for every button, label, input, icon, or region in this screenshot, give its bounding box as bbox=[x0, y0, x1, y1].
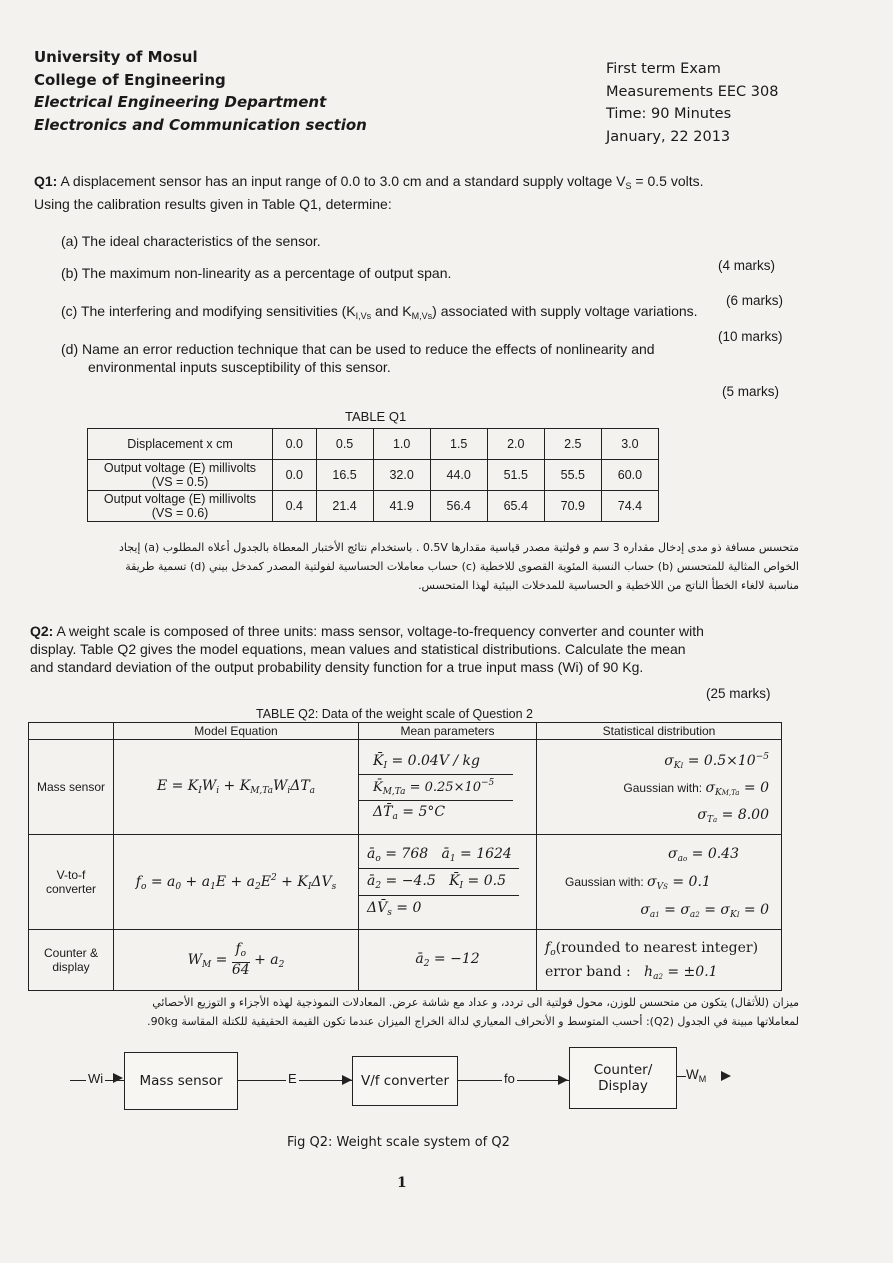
table-cell: 2.0 bbox=[487, 429, 544, 460]
q1-part-b: (b) The maximum non-linearity as a percentage of output span. bbox=[61, 265, 452, 281]
table-cell: 2.5 bbox=[544, 429, 601, 460]
stat-dist-vf bbox=[537, 835, 782, 930]
arabic-line: متحسس مسافة ذو مدى إدخال مقداره 3 سم و فولتية مصدر قياسية مقدارها 0.5V . باستخدام نتائج الأختبار المعطاة بالجدول أعلاه المطلوب (a) إيجاد bbox=[119, 541, 799, 554]
table-cell: 0.4 bbox=[273, 491, 317, 522]
param-delta-vs: $\Delta V̄_s = 0$ bbox=[367, 900, 422, 918]
table-cell: 3.0 bbox=[601, 429, 658, 460]
stat-error-band: error band : $h_{a2} = \pm 0.1$ bbox=[545, 964, 718, 982]
table-row bbox=[88, 460, 659, 491]
arabic-line: الخواص المثالية للمتحسس (b) حساب النسبة المئوية القصوى للاخطية (c) حساب معاملات الحساسية لفولتية المصدر كمدخل بيني (d) تسمية طريقة bbox=[125, 560, 799, 573]
q1-d-marks: (5 marks) bbox=[722, 384, 779, 399]
q1-c-end: ) associated with supply voltage variations. bbox=[432, 303, 698, 319]
row-label: Output voltage (E) millivolts bbox=[103, 492, 257, 506]
course-code: Measurements EEC 308 bbox=[606, 83, 779, 100]
block-label: Display bbox=[598, 1078, 648, 1094]
q1-part-d bbox=[61, 340, 751, 376]
table-cell: 44.0 bbox=[430, 460, 487, 491]
q1-d-line2: environmental inputs susceptibility of this sensor. bbox=[88, 359, 391, 375]
arrow-icon bbox=[113, 1073, 123, 1083]
page-number: 1 bbox=[397, 1175, 407, 1191]
table-cell: 16.5 bbox=[316, 460, 373, 491]
gaussian-label: Gaussian with: bbox=[565, 875, 644, 889]
q1-c-sub2: M,Vs bbox=[411, 311, 433, 321]
connector-line bbox=[676, 1076, 686, 1077]
param-delta-ta: $\Delta T̄_a = 5^\circ C$ bbox=[373, 803, 446, 822]
q1-b-marks: (6 marks) bbox=[726, 293, 783, 308]
table-row bbox=[29, 930, 782, 991]
college-name: College of Engineering bbox=[34, 70, 226, 89]
model-equation-vf bbox=[114, 835, 359, 930]
param-km: $K̄_{M,Ta} = 0.25\times 10^{-5}$ bbox=[359, 775, 513, 801]
q2-line: display. Table Q2 gives the model equations, mean values and statistical distributions. Calculate the mean bbox=[30, 641, 686, 657]
q1-intro bbox=[34, 172, 794, 213]
q2-arabic-translation bbox=[29, 993, 799, 1031]
stat-gaussian-2: Gaussian with: $\sigma_{VS} = 0.1$ bbox=[565, 874, 711, 892]
table-cell: 70.9 bbox=[544, 491, 601, 522]
equation-math: $W_M$ = $\frac{f_o}{64}$ + $a_2$ bbox=[187, 941, 285, 978]
table-cell: 0.0 bbox=[273, 429, 317, 460]
q1-intro-end: = 0.5 volts. bbox=[631, 173, 704, 189]
stat-dist-counter bbox=[537, 930, 782, 991]
table-header: Mean parameters bbox=[359, 723, 537, 740]
q1-label: Q1: bbox=[34, 173, 58, 189]
gaussian-label: Gaussian with: bbox=[623, 781, 703, 795]
q1-intro-line2: Using the calibration results given in Table Q1, determine: bbox=[34, 196, 392, 212]
table-q1 bbox=[87, 428, 659, 522]
q1-intro-sub: S bbox=[625, 181, 632, 191]
header-institution bbox=[34, 46, 367, 136]
stat-sigma-a0: $\sigma_{ao} = 0.43$ bbox=[668, 846, 739, 864]
table-q1-title: TABLE Q1 bbox=[345, 409, 407, 424]
section-name: Electronics and Communication section bbox=[34, 115, 367, 134]
arabic-line: لمعاملاتها مبينة في الجدول (Q2): أحسب المتوسط و الأنحراف المعياري لدالة الخراج الميزان عندما تكون القيمة الحقيقية للكتلة المقاسة 90kg. bbox=[147, 1015, 799, 1028]
table-q2 bbox=[28, 722, 782, 991]
output-label: W bbox=[686, 1067, 699, 1082]
unit-label: V-to-f converter bbox=[29, 835, 114, 930]
signal-wi: Wi bbox=[88, 1071, 104, 1086]
rounding-note: (rounded to nearest integer) bbox=[555, 940, 759, 956]
table-cell: 32.0 bbox=[373, 460, 430, 491]
arabic-line: ميزان (للأثقال) يتكون من متحسس للوزن، محول فولتية الى تردد، و عداد مع شاشة عرض. المعادلات النموذجية لهذه الأجزاء و التوزيع الأحصائي bbox=[152, 996, 799, 1009]
table-cell: 51.5 bbox=[487, 460, 544, 491]
param-ki: $K̄_I = 0.04V$ / kg bbox=[359, 750, 513, 775]
unit-label: Mass sensor bbox=[29, 740, 114, 835]
block-counter-display bbox=[569, 1047, 677, 1109]
table-cell: 65.4 bbox=[487, 491, 544, 522]
row-label-sub: (VS = 0.5) bbox=[151, 475, 209, 489]
block-mass-sensor: Mass sensor bbox=[124, 1052, 238, 1110]
figure-caption: Fig Q2: Weight scale system of Q2 bbox=[287, 1135, 510, 1150]
table-q2-title: TABLE Q2: Data of the weight scale of Question 2 bbox=[256, 707, 534, 721]
stat-dist-mass-sensor bbox=[537, 740, 782, 835]
table-cell: 1.0 bbox=[373, 429, 430, 460]
table-header: Model Equation bbox=[114, 723, 359, 740]
q1-c-marks: (10 marks) bbox=[718, 329, 783, 344]
q2-text bbox=[30, 622, 790, 676]
block-label: Counter/ bbox=[593, 1062, 653, 1078]
table-row bbox=[88, 429, 659, 460]
table-header-empty bbox=[29, 723, 114, 740]
q1-intro-text: A displacement sensor has an input range of 0.0 to 3.0 cm and a standard supply voltage V bbox=[60, 173, 626, 189]
equation-math: $E = K_IW_i + K_{M,Ta}W_i\Delta T_a$ bbox=[156, 778, 316, 796]
model-equation-counter bbox=[114, 930, 359, 991]
q2-marks: (25 marks) bbox=[706, 686, 771, 701]
equation-math: $f_o = a_0 + a_1E + a_2E^2 + K_I\Delta V_s$ bbox=[135, 872, 337, 892]
signal-e: E bbox=[288, 1071, 297, 1086]
model-equation-mass-sensor bbox=[114, 740, 359, 835]
table-row bbox=[88, 491, 659, 522]
q1-c-sub1: I,Vs bbox=[355, 311, 372, 321]
signal-fo: fo bbox=[504, 1071, 515, 1086]
table-row bbox=[29, 835, 782, 930]
table-cell-label bbox=[88, 460, 273, 491]
q1-part-a: (a) The ideal characteristics of the sensor. bbox=[61, 233, 321, 249]
exam-date: January, 22 2013 bbox=[606, 128, 731, 145]
stat-gaussian-1: Gaussian with: $\sigma_{KM,Ta} = 0$ bbox=[623, 780, 769, 798]
error-band-label: error band : bbox=[545, 964, 631, 980]
row-label: Displacement x cm bbox=[127, 437, 233, 451]
param-a2-ki: $ā_2 = -4.5$ $K̄_I = 0.5$ bbox=[359, 869, 519, 896]
table-cell: 74.4 bbox=[601, 491, 658, 522]
row-label: Output voltage (E) millivolts bbox=[103, 461, 257, 475]
signal-wm bbox=[686, 1067, 706, 1084]
q1-part-c bbox=[61, 302, 698, 325]
university-name: University of Mosul bbox=[34, 48, 198, 66]
stat-sigma-ta: $\sigma_{Ta} = 8.00$ bbox=[697, 807, 769, 825]
table-cell-label bbox=[88, 429, 273, 460]
table-cell: 56.4 bbox=[430, 491, 487, 522]
param-a0-a1: $ā_o = 768$ $ā_1 = 1624$ bbox=[359, 842, 519, 869]
mean-params-mass-sensor bbox=[359, 740, 537, 835]
header-exam-info bbox=[606, 58, 778, 148]
stat-rounding: $f_o(rounded$ to nearest integer) bbox=[545, 940, 759, 958]
param-a2-counter: $ā_2 = -12$ bbox=[415, 951, 480, 969]
table-cell: 55.5 bbox=[544, 460, 601, 491]
table-cell: 41.9 bbox=[373, 491, 430, 522]
table-header-row bbox=[29, 723, 782, 740]
table-cell-label bbox=[88, 491, 273, 522]
table-cell: 0.0 bbox=[273, 460, 317, 491]
arrow-icon bbox=[558, 1075, 568, 1085]
block-vf-converter: V/f converter bbox=[352, 1056, 458, 1106]
department-name: Electrical Engineering Department bbox=[34, 93, 327, 111]
q2-label: Q2: bbox=[30, 623, 54, 639]
row-label-sub: (VS = 0.6) bbox=[151, 506, 209, 520]
arrow-icon bbox=[342, 1075, 352, 1085]
table-cell: 1.5 bbox=[430, 429, 487, 460]
arrow-icon bbox=[721, 1071, 731, 1081]
q1-arabic-translation bbox=[29, 538, 799, 595]
stat-sigma-a1-a2-ki: $\sigma_{a1} = \sigma_{a2} = \sigma_{KI} = 0$ bbox=[640, 902, 769, 920]
exam-type: First term Exam bbox=[606, 61, 721, 77]
mean-params-vf bbox=[359, 835, 537, 930]
exam-time: Time: 90 Minutes bbox=[606, 106, 732, 122]
arabic-line: مناسبة لالغاء الخطأ الناتج من اللاخطية و الحساسية للمدخلات البيئية لهذا المتحسس. bbox=[418, 579, 799, 592]
table-cell: 21.4 bbox=[316, 491, 373, 522]
mean-params-counter bbox=[359, 930, 537, 991]
q1-d-line1: (d) Name an error reduction technique that can be used to reduce the effects of nonlinearity and bbox=[61, 341, 655, 357]
table-row bbox=[29, 740, 782, 835]
q2-line: A weight scale is composed of three units: mass sensor, voltage-to-frequency converter and counter with bbox=[56, 623, 704, 639]
stat-sigma-ki: $\sigma_{KI} = 0.5\times 10^{-5}$ bbox=[664, 752, 769, 771]
table-header: Statistical distribution bbox=[537, 723, 782, 740]
q1-c-mid: and K bbox=[371, 303, 412, 319]
output-sub: M bbox=[698, 1074, 707, 1084]
q2-line: and standard deviation of the output probability density function for a true input mass (Wi) of 90 Kg. bbox=[30, 659, 644, 675]
unit-label: Counter & display bbox=[29, 930, 114, 991]
q1-a-marks: (4 marks) bbox=[718, 258, 775, 273]
q1-c-text: (c) The interfering and modifying sensitivities (K bbox=[61, 303, 356, 319]
table-cell: 0.5 bbox=[316, 429, 373, 460]
table-cell: 60.0 bbox=[601, 460, 658, 491]
